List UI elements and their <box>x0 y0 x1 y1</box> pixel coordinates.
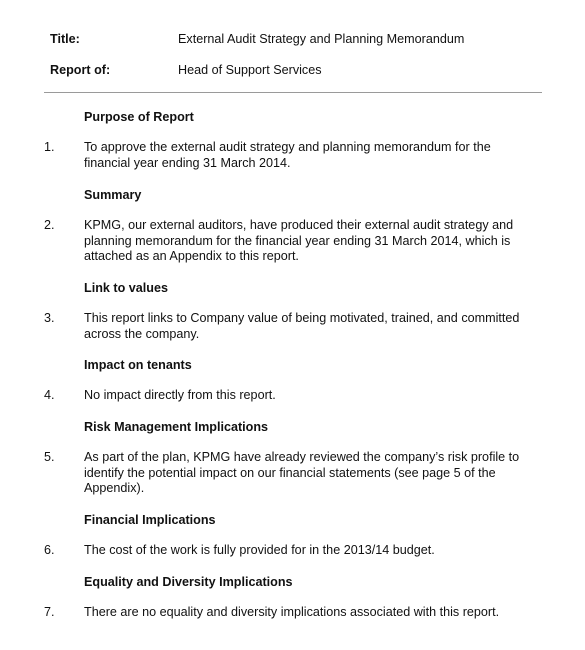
report-of-label: Report of: <box>50 63 111 77</box>
section-heading-purpose: Purpose of Report <box>84 110 194 124</box>
section-heading-financial-implications: Financial Implications <box>84 513 216 527</box>
paragraph-text <box>84 140 544 171</box>
paragraph-number: 1. <box>44 140 55 154</box>
paragraph-line: identify the potential impact on our financial statements (see page 5 of the <box>84 465 496 480</box>
paragraph-line: There are no equality and diversity implications associated with this report. <box>84 605 500 619</box>
paragraph-text <box>84 218 544 265</box>
title-label: Title: <box>50 32 80 46</box>
paragraph-number: 2. <box>44 218 55 232</box>
paragraph-line: To approve the external audit strategy and planning memorandum for the <box>84 140 491 154</box>
paragraph-line: As part of the plan, KPMG have already reviewed the company’s risk profile to <box>84 450 520 464</box>
paragraph-line: across the company. <box>84 326 200 341</box>
paragraph-line: No impact directly from this report. <box>84 388 276 402</box>
header-divider <box>44 92 542 93</box>
paragraph-text <box>84 450 544 497</box>
paragraph-number: 4. <box>44 388 55 402</box>
section-heading-risk-management: Risk Management Implications <box>84 420 269 434</box>
paragraph-line: planning memorandum for the financial year ending 31 March 2014, which is <box>84 233 511 248</box>
paragraph-line: Appendix). <box>84 481 145 495</box>
paragraph-text <box>84 605 544 621</box>
paragraph-line: This report links to Company value of being motivated, trained, and committed <box>84 311 520 325</box>
paragraph-text <box>84 311 544 342</box>
paragraph-text <box>84 543 544 559</box>
section-heading-summary: Summary <box>84 188 142 202</box>
paragraph-number: 6. <box>44 543 55 557</box>
paragraph-number: 5. <box>44 450 55 464</box>
paragraph-line: attached as an Appendix to this report. <box>84 249 299 263</box>
paragraph-number: 3. <box>44 311 55 325</box>
section-heading-link-to-values: Link to values <box>84 281 168 295</box>
paragraph-line: KPMG, our external auditors, have produced their external audit strategy and <box>84 218 514 232</box>
paragraph-text <box>84 388 544 404</box>
paragraph-line: financial year ending 31 March 2014. <box>84 155 291 170</box>
title-value: External Audit Strategy and Planning Memorandum <box>178 32 465 46</box>
section-heading-impact-on-tenants: Impact on tenants <box>84 358 192 372</box>
paragraph-line: The cost of the work is fully provided for in the 2013/14 budget. <box>84 543 435 557</box>
paragraph-number: 7. <box>44 605 55 619</box>
report-of-value: Head of Support Services <box>178 63 322 77</box>
section-heading-equality-diversity: Equality and Diversity Implications <box>84 575 293 589</box>
